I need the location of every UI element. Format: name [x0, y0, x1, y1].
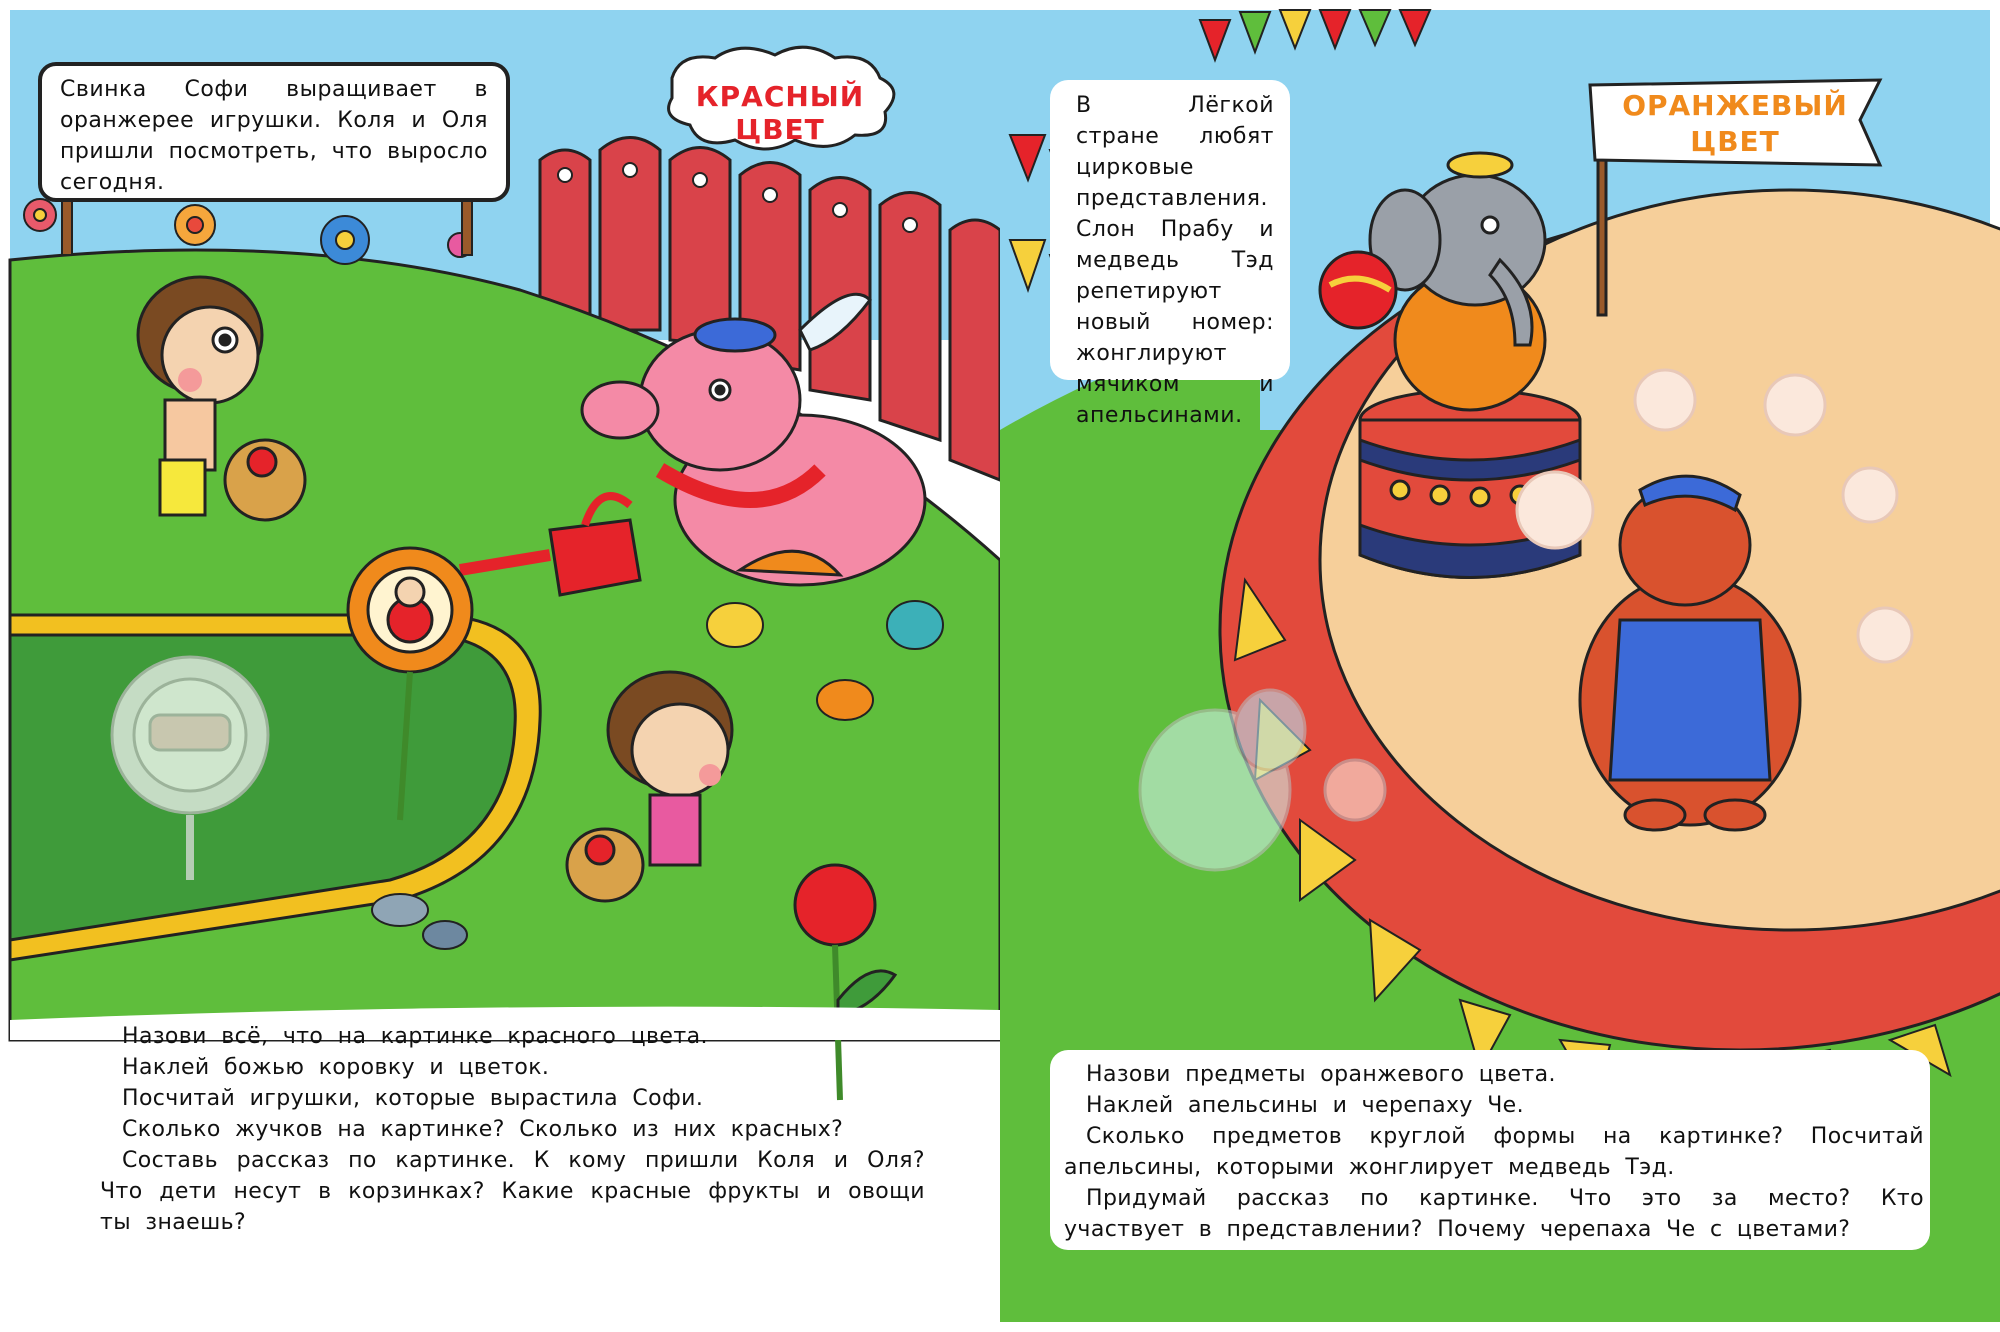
right-task-list — [1064, 1059, 1924, 1245]
task-item: Посчитай игрушки, которые вырастила Софи. — [122, 1086, 704, 1111]
task-item: Сколько жучков на картинке? Сколько из них красных? — [122, 1117, 844, 1142]
left-task-list — [100, 1021, 925, 1238]
task-item: Назови всё, что на картинке красного цвета. — [122, 1024, 708, 1049]
red-color-badge: КРАСНЫЙ ЦВЕТ — [695, 80, 865, 146]
intro-sign-text: В Лёгкой стране любят цирковые представления. Слон Прабу и медведь Тэд репетируют новый номер: жонглируют мячиком и апельсинами. — [1076, 93, 1274, 428]
intro-sign — [1062, 86, 1288, 428]
task-item: Назови предметы оранжевого цвета. — [1086, 1062, 1556, 1087]
right-page — [1000, 0, 2000, 1332]
orange-color-badge — [1600, 88, 1870, 160]
intro-sign-text: Свинка Софи выращивает в оранжерее игрушки. Коля и Оля пришли посмотреть, что выросло сегодня. — [60, 77, 488, 195]
task-item: Сколько предметов круглой формы на картинке? Посчитай апельсины, которыми жонглирует медведь Тэд. — [1064, 1124, 1924, 1180]
task-item: Наклей апельсины и черепаху Че. — [1086, 1093, 1525, 1118]
intro-sign — [38, 62, 510, 202]
flag-line-1: ОРАНЖЕВЫЙ — [1622, 89, 1848, 122]
task-item: Наклей божью коровку и цветок. — [122, 1055, 550, 1080]
task-item: Составь рассказ по картинке. К кому пришли Коля и Оля? Что дети несут в корзинках? Какие красные фрукты и овощи ты знаешь? — [100, 1148, 925, 1235]
flag-line-2: ЦВЕТ — [1690, 125, 1780, 158]
task-item: Придумай рассказ по картинке. Что это за место? Кто участвует в представлении? Почему черепаха Че с цветами? — [1064, 1186, 1924, 1242]
